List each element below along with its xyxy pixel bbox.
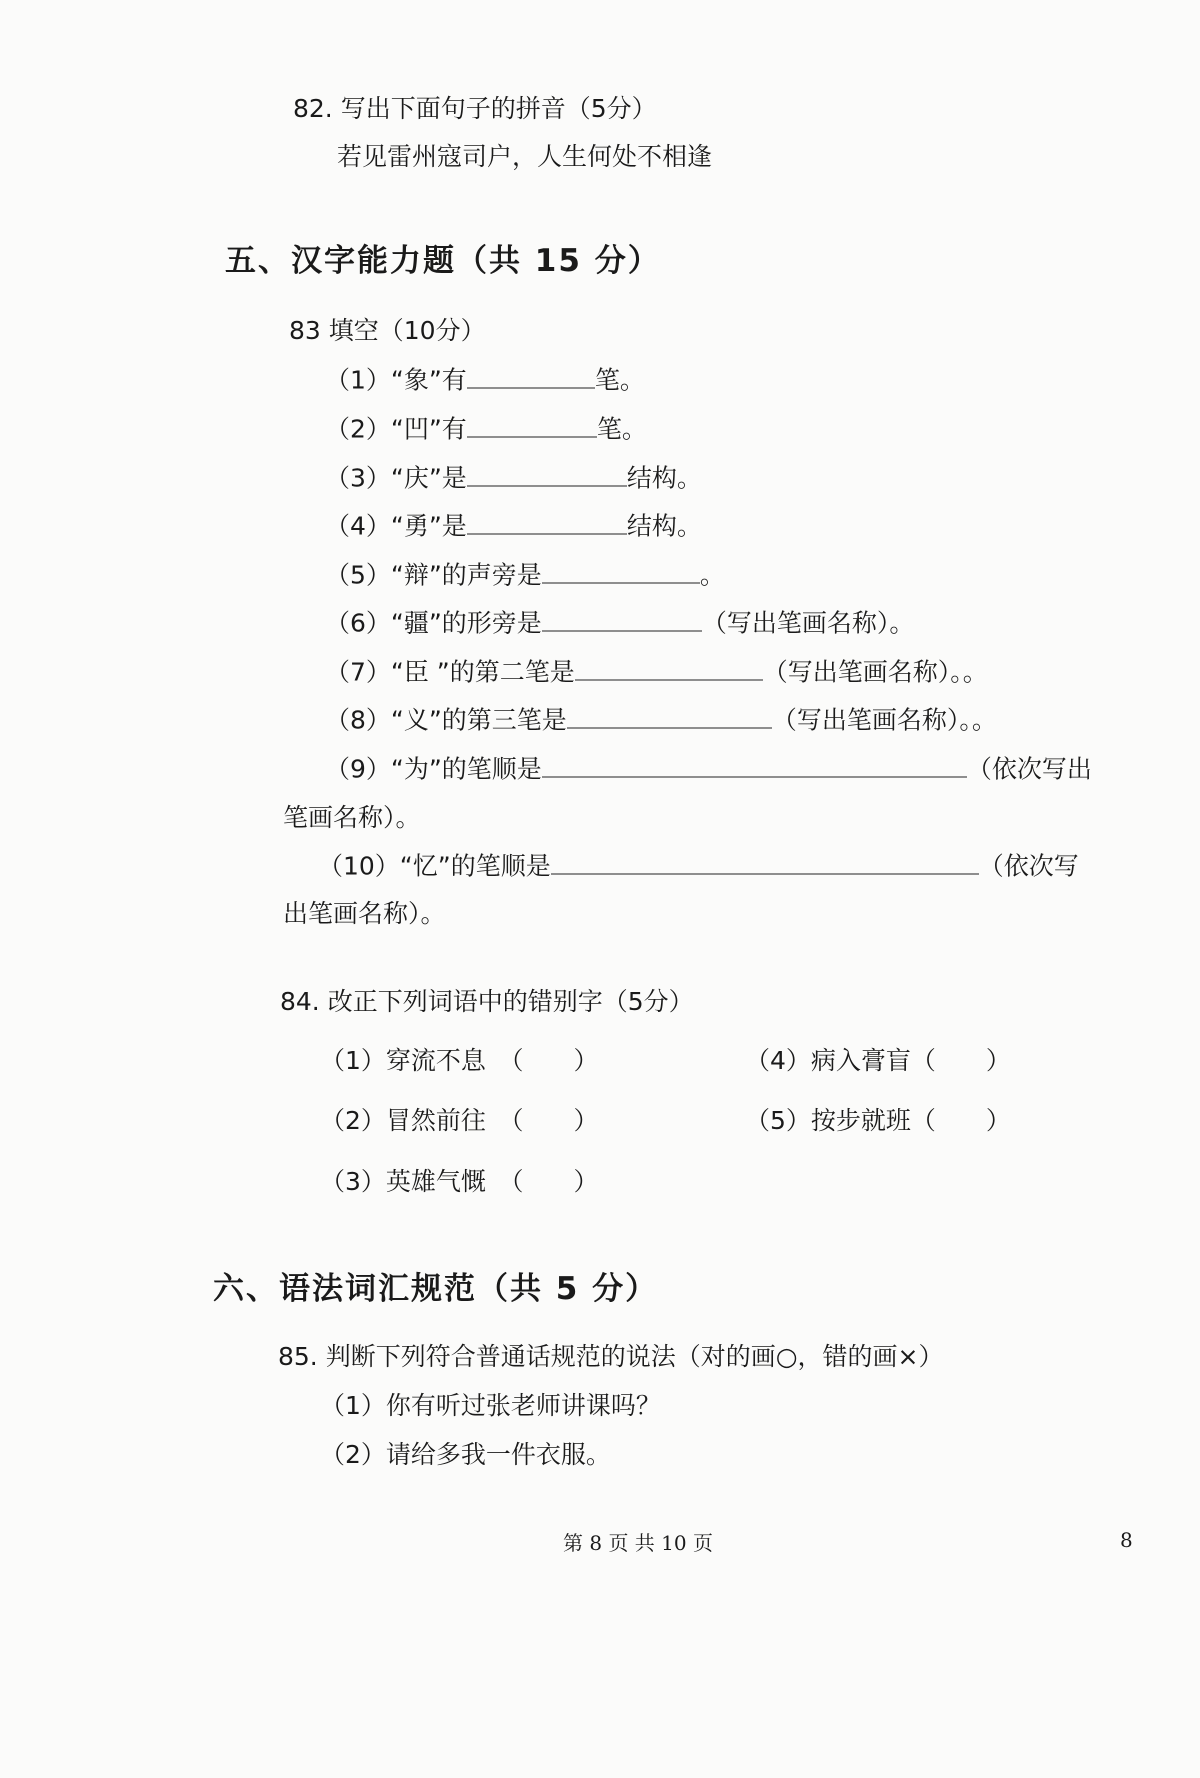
q84-item-4	[745, 1045, 1011, 1077]
answer-blank[interactable]	[551, 850, 979, 875]
question-84-title: 84. 改正下列词语中的错别字（5分）	[280, 987, 694, 1016]
item-text: （3）“庆”是	[325, 463, 467, 493]
item-text: （1）“象”有	[325, 365, 467, 395]
answer-paren[interactable]: （ ）	[910, 1046, 1011, 1075]
q83-item-4	[325, 510, 702, 543]
q83-item-9	[325, 753, 1092, 786]
q83-item-3	[325, 462, 702, 495]
answer-paren[interactable]: （ ）	[910, 1106, 1011, 1135]
q83-item-2	[325, 413, 647, 446]
answer-blank[interactable]	[467, 413, 597, 438]
page-number: 8	[1120, 1528, 1133, 1552]
question-85-title: 85. 判断下列符合普通话规范的说法（对的画○，错的画×）	[278, 1342, 944, 1371]
section-5-heading: 五、汉字能力题（共 15 分）	[225, 243, 661, 279]
item-text: （1）穿流不息	[320, 1046, 486, 1075]
item-text: （写出笔画名称）。。	[771, 705, 997, 735]
q85-item-1: （1）你有听过张老师讲课吗？	[320, 1391, 661, 1420]
item-text: （7）“臣 ”的第二笔是	[325, 657, 575, 687]
item-text: （8）“义”的第三笔是	[325, 705, 567, 735]
item-text: 笔。	[596, 414, 647, 444]
answer-blank[interactable]	[542, 753, 967, 778]
q83-item-5	[325, 559, 725, 592]
q83-item-1	[325, 364, 645, 397]
q83-item-10	[318, 850, 1079, 883]
item-text: （4）“勇”是	[325, 511, 467, 541]
answer-paren[interactable]: （ ）	[510, 1106, 599, 1135]
item-text: 结构。	[626, 511, 702, 541]
item-text: （10）“忆”的笔顺是	[318, 851, 551, 881]
question-82-title: 82. 写出下面句子的拼音（5分）	[293, 94, 657, 123]
item-text: （4）病入膏盲	[745, 1046, 911, 1075]
item-text: （2）“凹”有	[325, 414, 467, 444]
section-6-heading: 六、语法词汇规范（共 5 分）	[213, 1271, 659, 1307]
answer-blank[interactable]	[567, 704, 772, 729]
q84-item-2	[320, 1105, 598, 1137]
answer-paren[interactable]: （ ）	[510, 1167, 599, 1196]
answer-blank[interactable]	[467, 510, 627, 535]
q84-item-1	[320, 1045, 598, 1077]
item-text: （依次写	[978, 851, 1079, 881]
item-text: （写出笔画名称）。。	[762, 657, 988, 687]
answer-paren[interactable]: （ ）	[510, 1046, 599, 1075]
q84-item-5	[745, 1105, 1011, 1137]
answer-blank[interactable]	[542, 559, 700, 584]
item-text: （2）冒然前往	[320, 1106, 486, 1135]
answer-blank[interactable]	[542, 607, 702, 632]
item-text: （3）英雄气慨	[320, 1167, 486, 1196]
answer-blank[interactable]	[467, 364, 595, 389]
item-text: （写出笔画名称）。	[701, 608, 915, 638]
question-82-sentence: 若见雷州寇司户，人生何处不相逢	[337, 142, 713, 171]
q83-item-6	[325, 607, 914, 640]
item-text: 。	[699, 560, 725, 590]
item-text: （5）按步就班	[745, 1106, 911, 1135]
q85-item-2: （2）请给多我一件衣服。	[320, 1440, 611, 1469]
answer-blank[interactable]	[575, 656, 763, 681]
q83-item-8	[325, 704, 997, 737]
item-text: （5）“辩”的声旁是	[325, 560, 542, 590]
item-text: 结构。	[626, 463, 702, 493]
item-text: （9）“为”的笔顺是	[325, 754, 542, 784]
q83-item-10-continuation: 出笔画名称）。	[283, 899, 446, 928]
page-footer: 第 8 页 共 10 页	[563, 1531, 713, 1555]
answer-blank[interactable]	[467, 462, 627, 487]
q83-item-9-continuation: 笔画名称）。	[283, 803, 421, 832]
item-text: 笔。	[594, 365, 645, 395]
item-text: （依次写出	[966, 754, 1092, 784]
question-83-title: 83 填空（10分）	[289, 316, 486, 345]
q83-item-7	[325, 656, 988, 689]
q84-item-3	[320, 1166, 598, 1198]
item-text: （6）“疆”的形旁是	[325, 608, 542, 638]
